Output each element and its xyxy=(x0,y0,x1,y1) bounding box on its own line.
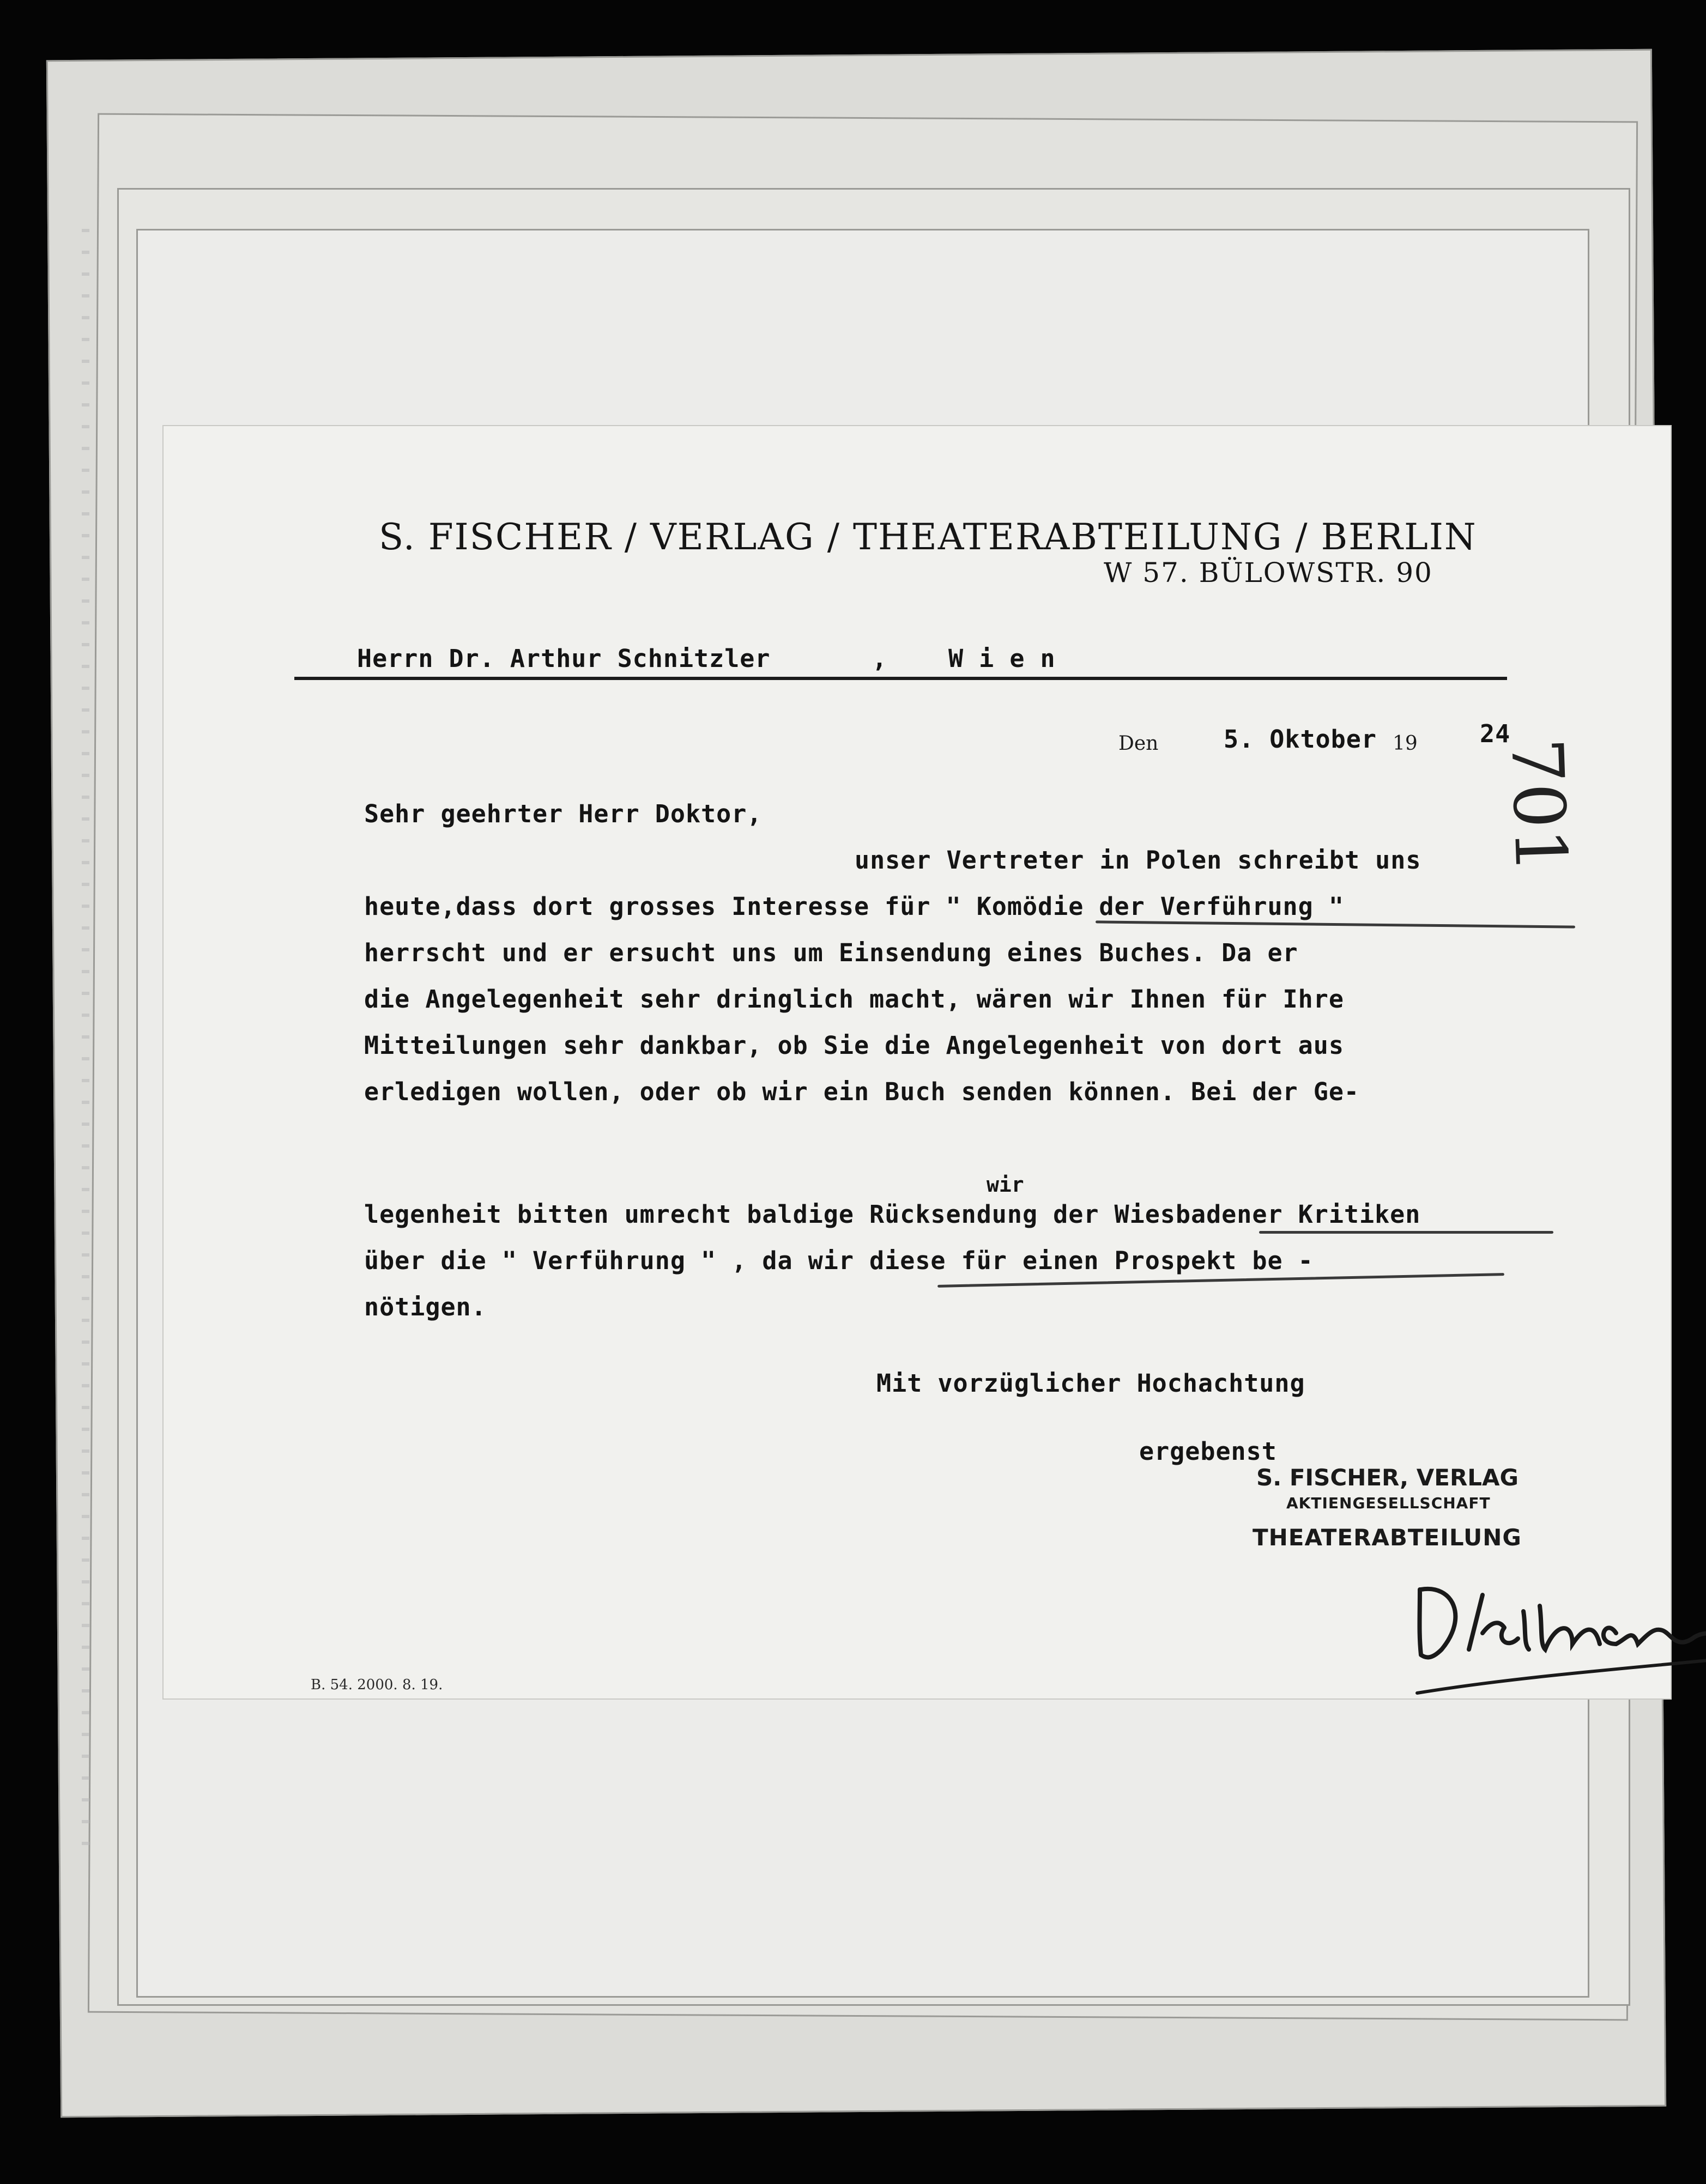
body-line-5: Mitteilungen sehr dankbar, ob Sie die Angelegenheit von dort aus xyxy=(364,1031,1344,1060)
body-line-4: die Angelegenheit sehr dringlich macht, wären wir Ihnen für Ihre xyxy=(364,985,1344,1014)
body-line-3: herrscht und er ersucht uns um Einsendung eines Buches. Da er xyxy=(364,938,1298,967)
recipient-name: Herrn Dr. Arthur Schnitzler xyxy=(357,644,771,673)
margin-note: 701 xyxy=(1495,737,1583,875)
valediction: ergebenst xyxy=(1139,1437,1277,1466)
handwritten-signature xyxy=(1409,1568,1706,1709)
date-century: 19 xyxy=(1393,732,1418,755)
recipient-separator: , xyxy=(872,644,888,673)
body-line-7: legenheit bitten umrecht baldige Rücksendung der Wiesbadener Kritiken xyxy=(364,1200,1421,1229)
body-line-9: nötigen. xyxy=(364,1293,487,1321)
salutation: Sehr geehrter Herr Doktor, xyxy=(364,799,763,828)
letter-sheet xyxy=(162,425,1672,1700)
date-day-month: 5. Oktober xyxy=(1224,725,1377,754)
closing-phrase: Mit vorzüglicher Hochachtung xyxy=(876,1369,1305,1398)
body-line-8: über die " Verführung " , da wir diese für einen Prospekt be - xyxy=(364,1246,1314,1275)
stamp-line-3: THEATERABTEILUNG xyxy=(1253,1524,1522,1551)
body-line-2: heute,dass dort grosses Interesse für " Komödie der Verführung " xyxy=(364,892,1344,921)
date-year: 24 xyxy=(1480,719,1511,748)
underline-wiesbaden xyxy=(1259,1231,1553,1234)
stamp-line-1: S. FISCHER, VERLAG xyxy=(1256,1464,1519,1491)
stamp-line-2: AKTIENGESELLSCHAFT xyxy=(1286,1494,1491,1512)
form-number: B. 54. 2000. 8. 19. xyxy=(311,1677,443,1693)
address-rule xyxy=(294,677,1507,680)
perforation-marks xyxy=(82,229,89,1864)
underline-title xyxy=(1096,920,1575,928)
body-line-6: erledigen wollen, oder ob wir ein Buch senden können. Bei der Ge- xyxy=(364,1077,1359,1106)
inserted-word: wir xyxy=(987,1173,1024,1197)
letterhead-company: S. FISCHER / VERLAG / THEATERABTEILUNG / BERLIN xyxy=(379,516,1477,558)
underline-prospekt xyxy=(937,1273,1504,1288)
date-label: Den xyxy=(1118,732,1159,755)
body-line-1: unser Vertreter in Polen schreibt uns xyxy=(855,846,1421,875)
recipient-city: W i e n xyxy=(948,644,1056,673)
letterhead-address: W 57. BÜLOWSTR. 90 xyxy=(1104,557,1433,589)
